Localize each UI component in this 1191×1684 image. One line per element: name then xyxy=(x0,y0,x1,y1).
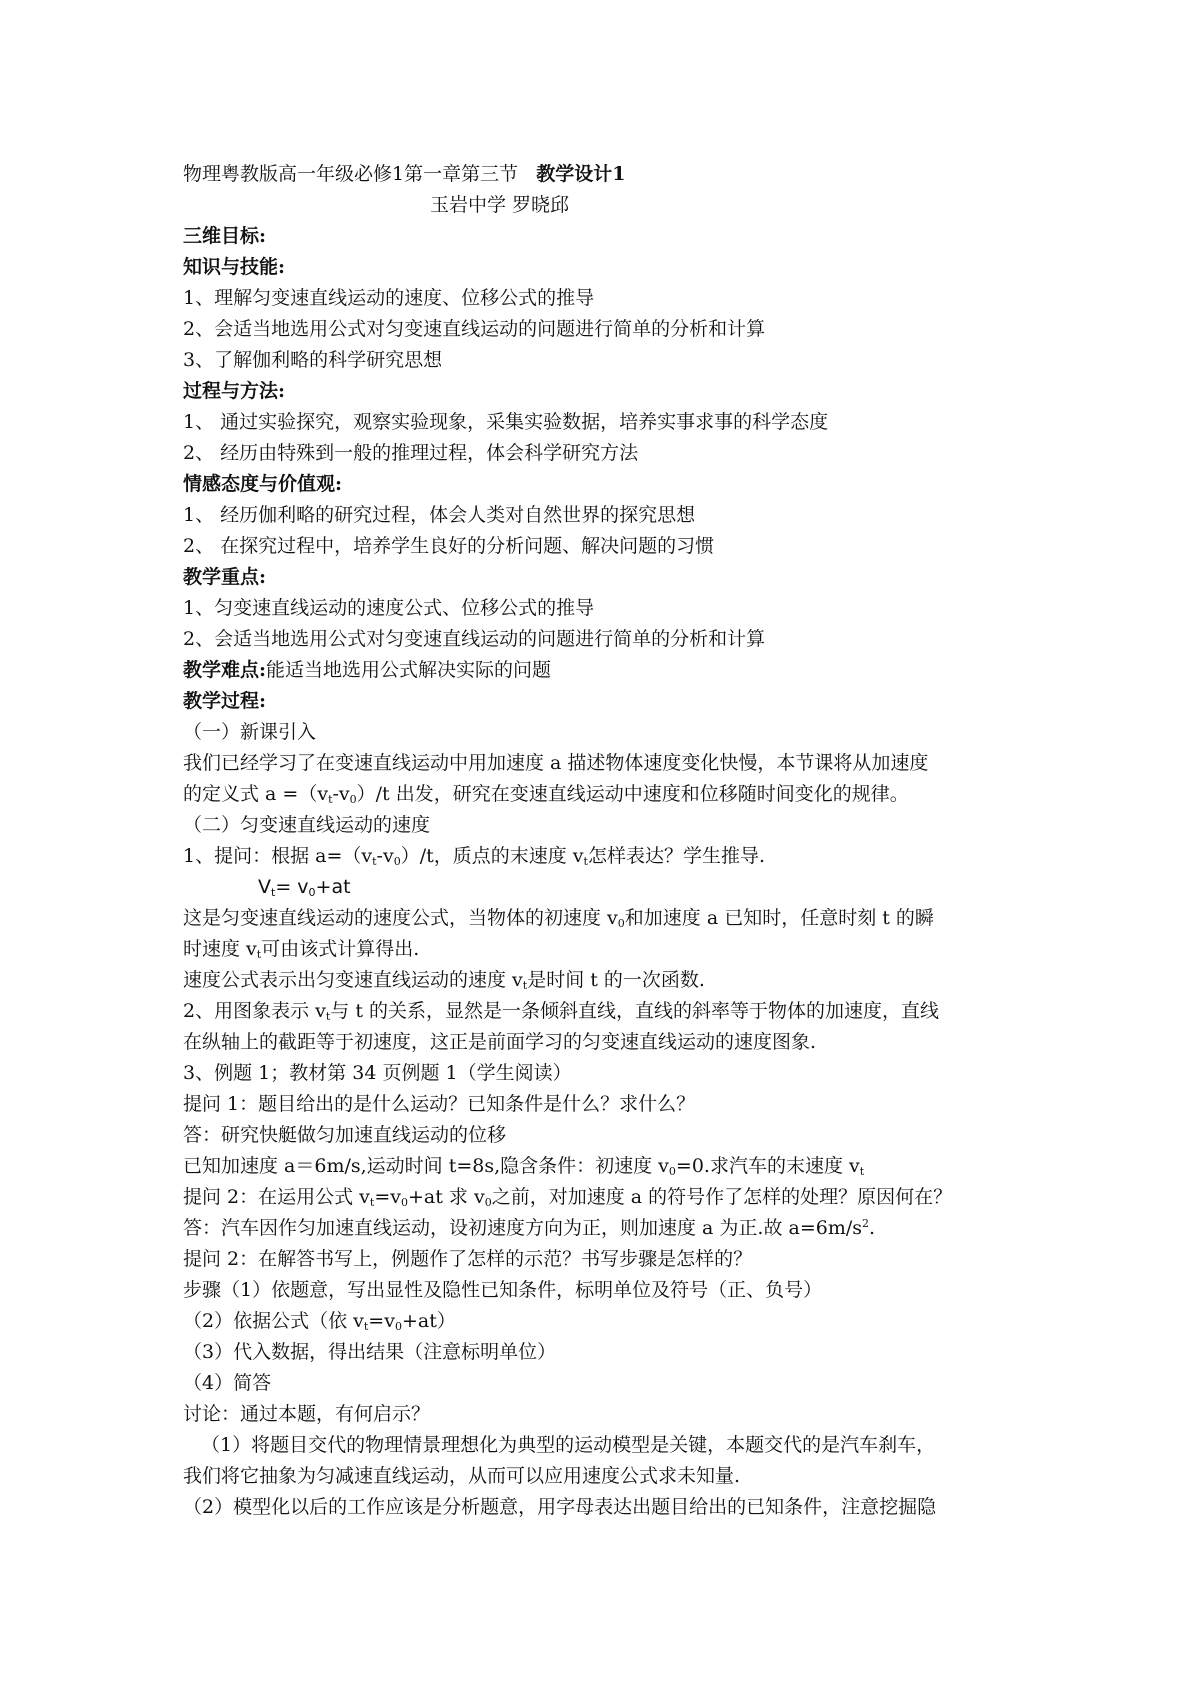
doc-author: 玉岩中学 罗晓邱 xyxy=(430,194,570,216)
title-text: 物理粤教版高一年级必修1第一章第三节 xyxy=(183,163,519,185)
subscript: t xyxy=(271,886,276,899)
heading-process: 过程与方法: xyxy=(183,380,286,402)
knowledge-item-1: 1、理解匀变速直线运动的速度、位移公式的推导 xyxy=(183,287,595,309)
key-item-2: 2、会适当地选用公式对匀变速直线运动的问题进行简单的分析和计算 xyxy=(183,628,766,650)
text-run: ）/t 出发，研究在变速直线运动中速度和位移随时间变化的规律。 xyxy=(356,783,909,805)
speed-paragraph-line-1 xyxy=(183,904,934,932)
subscript: 0 xyxy=(617,917,625,930)
answer-1: 答：研究快艇做匀加速直线运动的位移 xyxy=(183,1124,507,1146)
process-item-2: 2、 经历由特殊到一般的推理过程，体会科学研究方法 xyxy=(183,442,639,464)
discussion-point-1-line-2: 我们将它抽象为匀减速直线运动，从而可以应用速度公式求未知量. xyxy=(183,1465,741,1487)
subscript: t xyxy=(369,1196,375,1209)
emotion-item-1: 1、 经历伽利略的研究过程，体会人类对自然世界的探究思想 xyxy=(183,504,696,526)
text-run: 提问 2：在运用公式 v xyxy=(183,1186,370,1208)
title-suffix: 教学设计1 xyxy=(536,163,626,185)
intro-title: （一）新课引入 xyxy=(183,721,317,743)
text-run: 与 t 的关系，显然是一条倾斜直线，直线的斜率等于物体的加速度，直线 xyxy=(330,1000,940,1022)
question-1 xyxy=(183,842,765,870)
knowledge-item-2: 2、会适当地选用公式对匀变速直线运动的问题进行简单的分析和计算 xyxy=(183,318,766,340)
text-run: =v xyxy=(368,1310,395,1332)
text-run: （2）依据公式（依 v xyxy=(183,1310,364,1332)
graph-paragraph-line-1 xyxy=(183,997,939,1025)
text-run: V xyxy=(258,876,271,898)
text-run: 的定义式 a =（v xyxy=(183,783,329,805)
superscript: 2 xyxy=(862,1217,869,1230)
subscript: t xyxy=(522,979,528,992)
discussion-point-1-line-1: （1）将题目交代的物理情景理想化为典型的运动模型是关键，本题交代的是汽车刹车， xyxy=(201,1434,936,1456)
text-run: =0.求汽车的末速度 v xyxy=(675,1155,860,1177)
text-run: -v xyxy=(332,783,350,805)
text-run: 2、用图象表示 v xyxy=(183,1000,326,1022)
step-3: （3）代入数据，得出结果（注意标明单位） xyxy=(183,1341,557,1363)
known-conditions xyxy=(183,1152,864,1180)
heading-knowledge: 知识与技能: xyxy=(183,256,286,278)
step-4: （4）简答 xyxy=(183,1372,272,1394)
text-run: 速度公式表示出匀变速直线运动的速度 v xyxy=(183,969,523,991)
subscript: t xyxy=(328,793,333,806)
discussion-point-2-line-1: （2）模型化以后的工作应该是分析题意，用字母表达出题目给出的已知条件，注意挖掘隐 xyxy=(183,1496,937,1518)
subscript: 0 xyxy=(393,855,401,868)
step-2 xyxy=(183,1307,456,1335)
text-run: +at xyxy=(315,876,351,898)
subscript: t xyxy=(256,948,262,961)
heading-difficulty: 教学难点: xyxy=(183,659,267,681)
intro-paragraph-line-2 xyxy=(183,780,909,808)
knowledge-item-3: 3、了解伽利略的科学研究思想 xyxy=(183,349,443,371)
difficulty-text: 能适当地选用公式解决实际的问题 xyxy=(266,659,552,681)
text-run: 答：汽车因作匀加速直线运动，设初速度方向为正，则加速度 a 为正.故 a=6m/s xyxy=(183,1217,862,1239)
velocity-formula xyxy=(258,873,351,901)
subscript: t xyxy=(859,1165,865,1178)
text-run: 1、提问：根据 a=（v xyxy=(183,845,373,867)
example-1: 3、例题 1；教材第 34 页例题 1（学生阅读） xyxy=(183,1062,572,1084)
text-run: ）/t，质点的末速度 v xyxy=(400,845,584,867)
text-run: 和加速度 a 已知时，任意时刻 t 的瞬 xyxy=(624,907,934,929)
text-run: +at 求 v xyxy=(407,1186,485,1208)
subscript: 0 xyxy=(394,1320,402,1333)
emotion-item-2: 2、 在探究过程中，培养学生良好的分析问题、解决问题的习惯 xyxy=(183,535,715,557)
speed-paragraph-line-2 xyxy=(183,935,419,963)
text-run: 时速度 v xyxy=(183,938,257,960)
answer-2 xyxy=(183,1214,875,1242)
text-run: 是时间 t 的一次函数. xyxy=(527,969,705,991)
question-ask-1: 提问 1：题目给出的是什么运动？已知条件是什么？求什么？ xyxy=(183,1093,696,1115)
speed-paragraph-line-3 xyxy=(183,966,705,994)
doc-title xyxy=(183,160,625,188)
intro-paragraph-line-1: 我们已经学习了在变速直线运动中用加速度 a 描述物体速度变化快慢，本节课将从加速度 xyxy=(183,752,929,774)
difficulty-line xyxy=(183,656,551,684)
text-run: 之前，对加速度 a 的符号作了怎样的处理？原因何在？ xyxy=(491,1186,953,1208)
section2-title: （二）匀变速直线运动的速度 xyxy=(183,814,431,836)
text-run: = v xyxy=(275,876,309,898)
subscript: t xyxy=(583,855,588,868)
text-run: . xyxy=(869,1217,876,1239)
process-item-1: 1、 通过实验探究，观察实验现象，采集实验数据，培养实事求事的科学态度 xyxy=(183,411,829,433)
heading-key-points: 教学重点: xyxy=(183,566,267,588)
question-ask-3: 提问 2：在解答书写上，例题作了怎样的示范？书写步骤是怎样的？ xyxy=(183,1248,753,1270)
text-run: 可由该式计算得出. xyxy=(261,938,420,960)
text-run: 已知加速度 a＝6m/s,运动时间 t=8s,隐含条件：初速度 v xyxy=(183,1155,669,1177)
subscript: 0 xyxy=(400,1196,408,1209)
text-run: -v xyxy=(376,845,394,867)
text-run: 怎样表达？学生推导. xyxy=(587,845,765,867)
subscript: t xyxy=(325,1010,331,1023)
subscript: t xyxy=(363,1320,369,1333)
key-item-1: 1、匀变速直线运动的速度公式、位移公式的推导 xyxy=(183,597,595,619)
heading-procedure: 教学过程: xyxy=(183,690,267,712)
heading-three-goals: 三维目标: xyxy=(183,225,267,247)
step-1: 步骤（1）依题意，写出显性及隐性已知条件，标明单位及符号（正、负号） xyxy=(183,1279,823,1301)
text-run: +at） xyxy=(401,1310,456,1332)
heading-emotion: 情感态度与价值观: xyxy=(183,473,343,495)
text-run: =v xyxy=(374,1186,401,1208)
question-ask-2 xyxy=(183,1183,952,1211)
text-run: 这是匀变速直线运动的速度公式，当物体的初速度 v xyxy=(183,907,618,929)
subscript: 0 xyxy=(349,793,357,806)
subscript: 0 xyxy=(484,1196,492,1209)
discussion-title: 讨论：通过本题，有何启示？ xyxy=(183,1403,431,1425)
subscript: 0 xyxy=(668,1165,676,1178)
subscript: 0 xyxy=(308,886,316,899)
subscript: t xyxy=(372,855,377,868)
graph-paragraph-line-2: 在纵轴上的截距等于初速度，这正是前面学习的匀变速直线运动的速度图象. xyxy=(183,1031,817,1053)
